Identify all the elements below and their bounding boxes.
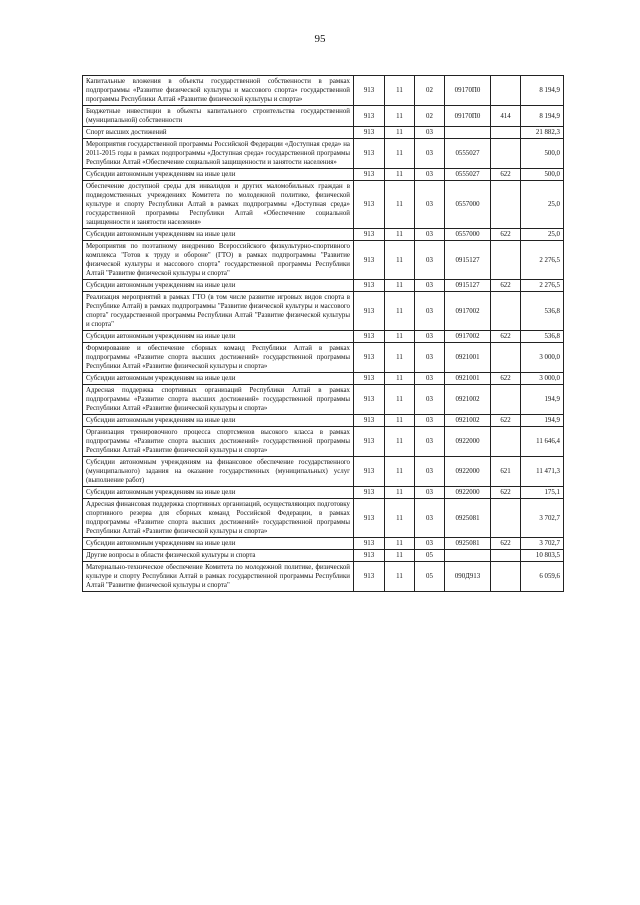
- row-name-cell: Материально-техническое обеспечение Комитета по молодежной политике, физической культуре и спорту Республики Алтай в рамках государственной программы Республики Алтай "Развитие физической культуры и спорта": [83, 562, 354, 592]
- amount-cell: 500,0: [521, 139, 564, 169]
- target-code-cell: [445, 550, 491, 562]
- table-row: [83, 487, 564, 499]
- target-code-cell: 0555027: [445, 139, 491, 169]
- amount-cell: 3 702,7: [521, 499, 564, 538]
- ministry-code-cell: 913: [354, 139, 385, 169]
- target-code-cell: 0921002: [445, 385, 491, 415]
- subsection-code-cell: 03: [415, 373, 445, 385]
- ministry-code-cell: 913: [354, 106, 385, 127]
- subsection-code-cell: 03: [415, 457, 445, 487]
- expense-type-cell: 621: [491, 457, 521, 487]
- subsection-code-cell: 02: [415, 106, 445, 127]
- ministry-code-cell: 913: [354, 331, 385, 343]
- row-name-cell: Капитальные вложения в объекты государственной собственности в рамках подпрограммы «Развитие физической культуры и массового спорта» государственной программы Республики Алтай «Развитие физической культуры и спорта»: [83, 76, 354, 106]
- table-row: [83, 343, 564, 373]
- subsection-code-cell: 03: [415, 538, 445, 550]
- expense-type-cell: [491, 292, 521, 331]
- target-code-cell: 0917002: [445, 292, 491, 331]
- ministry-code-cell: 913: [354, 487, 385, 499]
- target-code-cell: 09170П0: [445, 76, 491, 106]
- subsection-code-cell: 05: [415, 550, 445, 562]
- amount-cell: 175,1: [521, 487, 564, 499]
- ministry-code-cell: 913: [354, 127, 385, 139]
- subsection-code-cell: 03: [415, 229, 445, 241]
- target-code-cell: 09170П0: [445, 106, 491, 127]
- expense-type-cell: [491, 343, 521, 373]
- table-row: [83, 499, 564, 538]
- row-name-cell: Адресная финансовая поддержка спортивных организаций, осуществляющих подготовку спортивного резерва для сборных команд Российской Федерации, в рамках подпрограммы «Развитие спорта высших достижений» государственной программы Республики Алтай «Развитие физической культуры и спорта»: [83, 499, 354, 538]
- amount-cell: 11 646,4: [521, 427, 564, 457]
- table-row: [83, 181, 564, 229]
- subsection-code-cell: 03: [415, 487, 445, 499]
- section-code-cell: 11: [385, 331, 415, 343]
- subsection-code-cell: 02: [415, 76, 445, 106]
- ministry-code-cell: 913: [354, 550, 385, 562]
- target-code-cell: 0557000: [445, 181, 491, 229]
- expense-type-cell: [491, 127, 521, 139]
- subsection-code-cell: 03: [415, 343, 445, 373]
- expense-type-cell: 622: [491, 331, 521, 343]
- amount-cell: 2 276,5: [521, 241, 564, 280]
- table-row: [83, 106, 564, 127]
- table-row: [83, 169, 564, 181]
- section-code-cell: 11: [385, 106, 415, 127]
- section-code-cell: 11: [385, 373, 415, 385]
- target-code-cell: 0557000: [445, 229, 491, 241]
- section-code-cell: 11: [385, 343, 415, 373]
- section-code-cell: 11: [385, 229, 415, 241]
- row-name-cell: Субсидии автономным учреждениям на иные цели: [83, 487, 354, 499]
- subsection-code-cell: 03: [415, 280, 445, 292]
- subsection-code-cell: 03: [415, 292, 445, 331]
- expense-type-cell: [491, 139, 521, 169]
- amount-cell: 25,0: [521, 181, 564, 229]
- expense-type-cell: 622: [491, 487, 521, 499]
- ministry-code-cell: 913: [354, 292, 385, 331]
- subsection-code-cell: 03: [415, 331, 445, 343]
- table-row: [83, 241, 564, 280]
- target-code-cell: 0921002: [445, 415, 491, 427]
- ministry-code-cell: 913: [354, 169, 385, 181]
- target-code-cell: [445, 127, 491, 139]
- ministry-code-cell: 913: [354, 343, 385, 373]
- amount-cell: 194,9: [521, 415, 564, 427]
- section-code-cell: 11: [385, 562, 415, 592]
- section-code-cell: 11: [385, 457, 415, 487]
- target-code-cell: 0917002: [445, 331, 491, 343]
- subsection-code-cell: 03: [415, 169, 445, 181]
- expense-type-cell: [491, 427, 521, 457]
- amount-cell: 500,0: [521, 169, 564, 181]
- expense-type-cell: 622: [491, 169, 521, 181]
- row-name-cell: Мероприятия государственной программы Российской Федерации «Доступная среда» на 2011-2015 годы в рамках подпрограммы «Доступная среда» государственной программы Республики Алтай «Обеспечение социальной защищенности и занятости населения»: [83, 139, 354, 169]
- section-code-cell: 11: [385, 385, 415, 415]
- ministry-code-cell: 913: [354, 373, 385, 385]
- section-code-cell: 11: [385, 427, 415, 457]
- table-row: [83, 415, 564, 427]
- row-name-cell: Субсидии автономным учреждениям на иные цели: [83, 538, 354, 550]
- ministry-code-cell: 913: [354, 457, 385, 487]
- section-code-cell: 11: [385, 292, 415, 331]
- row-name-cell: Субсидии автономным учреждениям на иные цели: [83, 280, 354, 292]
- ministry-code-cell: 913: [354, 415, 385, 427]
- amount-cell: 21 882,3: [521, 127, 564, 139]
- target-code-cell: 0921001: [445, 343, 491, 373]
- subsection-code-cell: 03: [415, 181, 445, 229]
- target-code-cell: 0915127: [445, 280, 491, 292]
- target-code-cell: 0555027: [445, 169, 491, 181]
- table-row: [83, 538, 564, 550]
- section-code-cell: 11: [385, 280, 415, 292]
- row-name-cell: Другие вопросы в области физической культуры и спорта: [83, 550, 354, 562]
- section-code-cell: 11: [385, 538, 415, 550]
- target-code-cell: 0921001: [445, 373, 491, 385]
- page-number: 95: [314, 33, 326, 45]
- expense-type-cell: [491, 562, 521, 592]
- budget-table: [82, 75, 564, 592]
- table-row: [83, 280, 564, 292]
- row-name-cell: Адресная поддержка спортивных организаций Республики Алтай в рамках подпрограммы «Развитие спорта высших достижений» государственной программы Республики Алтай «Развитие физической культуры и спорта»: [83, 385, 354, 415]
- row-name-cell: Субсидии автономным учреждениям на финансовое обеспечение государственного (муниципального) задания на оказание государственных (муниципальных) услуг (выполнение работ): [83, 457, 354, 487]
- expense-type-cell: [491, 550, 521, 562]
- expense-type-cell: [491, 76, 521, 106]
- table-row: [83, 562, 564, 592]
- subsection-code-cell: 03: [415, 241, 445, 280]
- target-code-cell: 0915127: [445, 241, 491, 280]
- expense-type-cell: [491, 385, 521, 415]
- target-code-cell: 0922000: [445, 457, 491, 487]
- target-code-cell: 0922000: [445, 487, 491, 499]
- amount-cell: 8 194,9: [521, 76, 564, 106]
- section-code-cell: 11: [385, 181, 415, 229]
- row-name-cell: Реализация мероприятий в рамках ГТО (в том числе развитие игровых видов спорта в Республике Алтай) в рамках подпрограммы "Развитие физической культуры и массового спорта" государственной программы Республики Алтай "Развитие физической культуры и спорта": [83, 292, 354, 331]
- row-name-cell: Организация тренировочного процесса спортсменов высокого класса в рамках подпрограммы «Развитие спорта высших достижений» государственной программы Республики Алтай «Развитие физической культуры и спорта»: [83, 427, 354, 457]
- expense-type-cell: 622: [491, 280, 521, 292]
- section-code-cell: 11: [385, 76, 415, 106]
- ministry-code-cell: 913: [354, 241, 385, 280]
- amount-cell: 11 471,3: [521, 457, 564, 487]
- section-code-cell: 11: [385, 415, 415, 427]
- subsection-code-cell: 03: [415, 127, 445, 139]
- row-name-cell: Субсидии автономным учреждениям на иные цели: [83, 169, 354, 181]
- row-name-cell: Субсидии автономным учреждениям на иные цели: [83, 229, 354, 241]
- ministry-code-cell: 913: [354, 427, 385, 457]
- section-code-cell: 11: [385, 127, 415, 139]
- amount-cell: 8 194,9: [521, 106, 564, 127]
- target-code-cell: 0922000: [445, 427, 491, 457]
- expense-type-cell: [491, 241, 521, 280]
- amount-cell: 3 000,0: [521, 373, 564, 385]
- section-code-cell: 11: [385, 169, 415, 181]
- expense-type-cell: 622: [491, 538, 521, 550]
- expense-type-cell: 622: [491, 373, 521, 385]
- ministry-code-cell: 913: [354, 76, 385, 106]
- section-code-cell: 11: [385, 241, 415, 280]
- table-row: [83, 427, 564, 457]
- amount-cell: 2 276,5: [521, 280, 564, 292]
- amount-cell: 194,9: [521, 385, 564, 415]
- amount-cell: 3 000,0: [521, 343, 564, 373]
- expense-type-cell: 414: [491, 106, 521, 127]
- target-code-cell: 0925081: [445, 538, 491, 550]
- table-row: [83, 457, 564, 487]
- table-row: [83, 139, 564, 169]
- amount-cell: 3 702,7: [521, 538, 564, 550]
- table-row: [83, 385, 564, 415]
- section-code-cell: 11: [385, 499, 415, 538]
- subsection-code-cell: 05: [415, 562, 445, 592]
- amount-cell: 6 059,6: [521, 562, 564, 592]
- ministry-code-cell: 913: [354, 229, 385, 241]
- expense-type-cell: 622: [491, 415, 521, 427]
- budget-table-container: [82, 75, 563, 592]
- ministry-code-cell: 913: [354, 538, 385, 550]
- ministry-code-cell: 913: [354, 499, 385, 538]
- table-row: [83, 550, 564, 562]
- section-code-cell: 11: [385, 550, 415, 562]
- ministry-code-cell: 913: [354, 280, 385, 292]
- table-row: [83, 292, 564, 331]
- ministry-code-cell: 913: [354, 562, 385, 592]
- row-name-cell: Бюджетные инвестиции в объекты капитального строительства государственной (муниципальной) собственности: [83, 106, 354, 127]
- subsection-code-cell: 03: [415, 499, 445, 538]
- row-name-cell: Спорт высших достижений: [83, 127, 354, 139]
- section-code-cell: 11: [385, 487, 415, 499]
- subsection-code-cell: 03: [415, 415, 445, 427]
- expense-type-cell: [491, 499, 521, 538]
- amount-cell: 10 803,5: [521, 550, 564, 562]
- subsection-code-cell: 03: [415, 385, 445, 415]
- target-code-cell: 0925081: [445, 499, 491, 538]
- ministry-code-cell: 913: [354, 385, 385, 415]
- subsection-code-cell: 03: [415, 427, 445, 457]
- ministry-code-cell: 913: [354, 181, 385, 229]
- amount-cell: 536,8: [521, 331, 564, 343]
- row-name-cell: Субсидии автономным учреждениям на иные цели: [83, 373, 354, 385]
- budget-table-body: [83, 76, 564, 592]
- subsection-code-cell: 03: [415, 139, 445, 169]
- row-name-cell: Обеспечение доступной среды для инвалидов и других маломобильных граждан в подведомственных учреждениях Комитета по молодежной политике, физической культуре и спорту Республики Алтай в рамках подпрограммы «Доступная среда» государственной программы Республики Алтай «Обеспечение социальной защищенности и занятости населения»: [83, 181, 354, 229]
- amount-cell: 536,8: [521, 292, 564, 331]
- section-code-cell: 11: [385, 139, 415, 169]
- row-name-cell: Субсидии автономным учреждениям на иные цели: [83, 331, 354, 343]
- table-row: [83, 127, 564, 139]
- row-name-cell: Субсидии автономным учреждениям на иные цели: [83, 415, 354, 427]
- row-name-cell: Формирование и обеспечение сборных команд Республики Алтай в рамках подпрограммы «Развитие спорта высших достижений» государственной программы Республики Алтай «Развитие физической культуры и спорта»: [83, 343, 354, 373]
- expense-type-cell: 622: [491, 229, 521, 241]
- target-code-cell: 090Д913: [445, 562, 491, 592]
- expense-type-cell: [491, 181, 521, 229]
- table-row: [83, 229, 564, 241]
- amount-cell: 25,0: [521, 229, 564, 241]
- table-row: [83, 331, 564, 343]
- table-row: [83, 373, 564, 385]
- row-name-cell: Мероприятия по поэтапному внедрению Всероссийского физкультурно-спортивного комплекса "Готов к труду и обороне" (ГТО) в рамках подпрограммы "Развитие физической культуры и массового спорта" государственной программы Республики Алтай "Развитие физической культуры и спорта": [83, 241, 354, 280]
- table-row: [83, 76, 564, 106]
